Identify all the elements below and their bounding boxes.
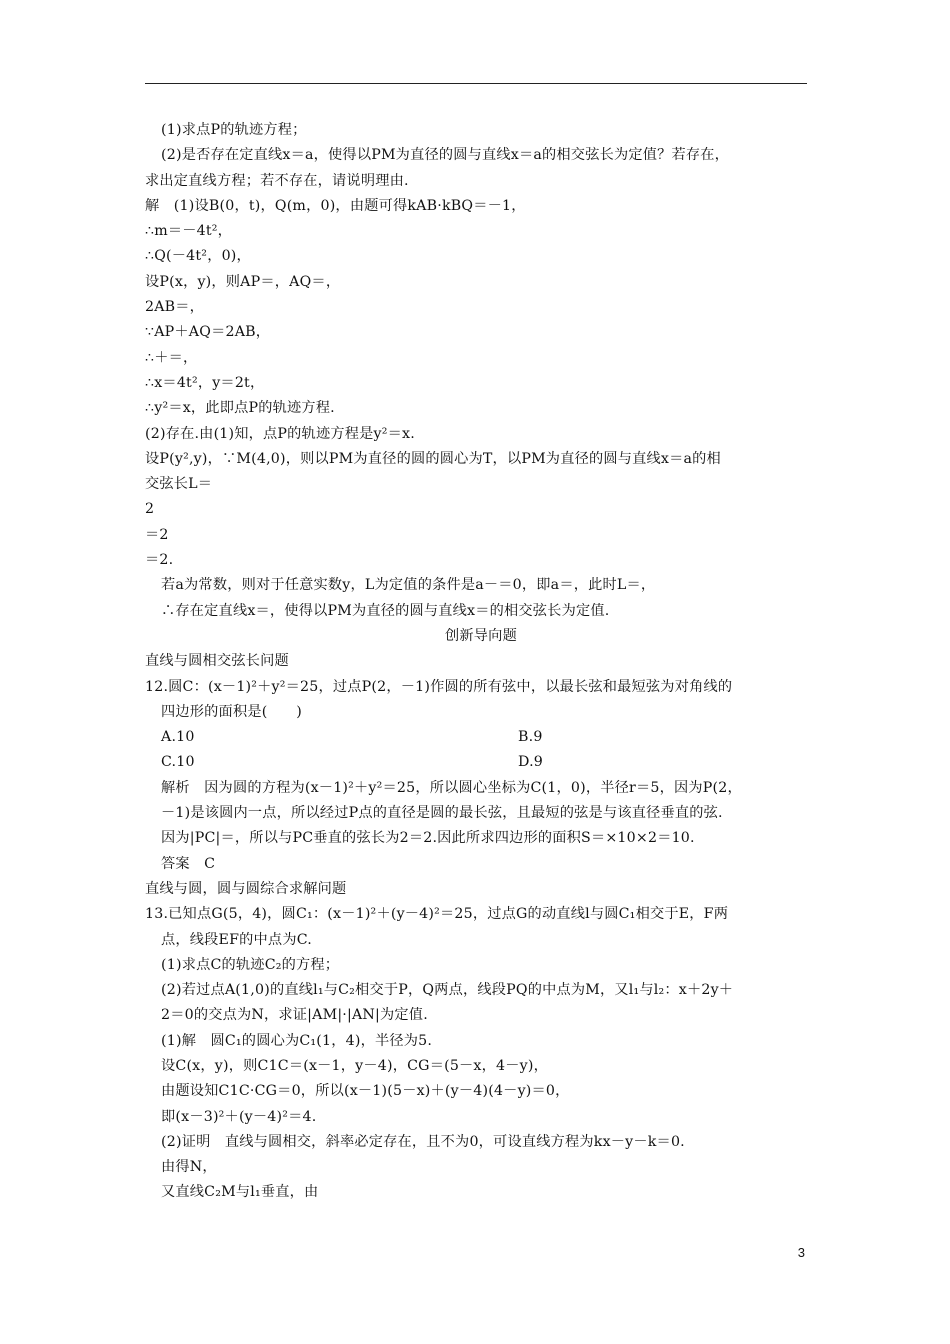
text-line: ∴y²＝x，此即点P的轨迹方程. xyxy=(145,400,335,417)
question-12-stem: 四边形的面积是( ) xyxy=(161,703,302,720)
question-13-line: (1)解 圆C₁的圆心为C₁(1，4)，半径为5. xyxy=(161,1032,433,1049)
question-13-line: 由题设知C1C·CG＝0，所以(x－1)(5－x)＋(y－4)(4－y)＝0， xyxy=(161,1083,570,1100)
text-line: ∴Q(－4t²，0)， xyxy=(145,248,251,265)
analysis-line: 因为|PC|＝，所以与PC垂直的弦长为2＝2.因此所求四边形的面积S＝×10×2＝10. xyxy=(161,830,695,847)
document-body xyxy=(145,118,817,1206)
text-line: ＝2 xyxy=(145,526,169,543)
question-13-line: 13.已知点G(5，4)，圆C₁：(x－1)²＋(y－4)²＝25，过点G的动直线l与圆C₁相交于E，F两 xyxy=(145,906,729,923)
options-row xyxy=(145,725,817,750)
text-line: 交弦长L＝ xyxy=(145,476,213,493)
text-line: 2AB＝， xyxy=(145,299,205,316)
option-d: D.9 xyxy=(518,754,544,771)
text-line: ＝2. xyxy=(145,552,174,569)
section-title: 创新导向题 xyxy=(445,627,517,644)
solution-label-line: 解 (1)设B(0，t)，Q(m，0)，由题可得kAB·kBQ＝－1， xyxy=(145,197,526,214)
topic-heading: 直线与圆，圆与圆综合求解问题 xyxy=(145,880,347,897)
header-rule xyxy=(145,83,807,84)
text-line: (2)是否存在定直线x＝a，使得以PM为直径的圆与直线x＝a的相交弦长为定值？若存在， xyxy=(161,147,730,164)
analysis-line: 解析 因为圆的方程为(x－1)²＋y²＝25，所以圆心坐标为C(1，0)，半径r＝5，因为P(2， xyxy=(161,779,742,796)
page-number: 3 xyxy=(797,1245,805,1260)
text-line: (1)求点P的轨迹方程； xyxy=(161,122,307,138)
question-13-line: 又直线C₂M与l₁垂直，由 xyxy=(161,1184,319,1201)
question-13-line: 2＝0的交点为N，求证|AM|·|AN|为定值. xyxy=(161,1007,428,1024)
text-line: ∴存在定直线x＝，使得以PM为直径的圆与直线x＝的相交弦长为定值. xyxy=(161,602,610,619)
option-c: C.10 xyxy=(161,754,195,771)
text-line: ∴＋＝， xyxy=(145,349,198,366)
text-line: 设P(x，y)，则AP＝，AQ＝， xyxy=(145,273,341,290)
text-line: 求出定直线方程；若不存在，请说明理由. xyxy=(145,172,409,189)
question-13-line: (1)求点C的轨迹C₂的方程； xyxy=(161,956,340,973)
text-line: ∴x＝4t²，y＝2t， xyxy=(145,374,265,391)
topic-heading: 直线与圆相交弦长问题 xyxy=(145,653,289,670)
text-line: 2 xyxy=(145,501,155,518)
text-line: ∵AP＋AQ＝2AB， xyxy=(145,324,271,341)
answer-line: 答案 C xyxy=(161,855,216,872)
question-13-line: 点，线段EF的中点为C. xyxy=(161,931,312,948)
option-a: A.10 xyxy=(161,729,195,746)
question-13-line: 由得N， xyxy=(161,1159,217,1176)
question-13-line: 即(x－3)²＋(y－4)²＝4. xyxy=(161,1108,317,1125)
text-line: 若a为常数，则对于任意实数y，L为定值的条件是a－＝0，即a＝，此时L＝， xyxy=(161,577,656,594)
question-13-line: (2)证明 直线与圆相交，斜率必定存在，且不为0，可设直线方程为kx－y－k＝0. xyxy=(161,1133,685,1150)
question-13-line: 设C(x，y)，则C1C＝(x－1，y－4)，CG＝(5－x，4－y)， xyxy=(161,1057,548,1074)
option-b: B.9 xyxy=(518,729,543,746)
text-line: (2)存在.由(1)知，点P的轨迹方程是y²＝x. xyxy=(145,425,415,442)
analysis-line: －1)是该圆内一点，所以经过P点的直径是圆的最长弦，且最短的弦是与该直径垂直的弦. xyxy=(161,805,723,822)
text-line: ∴m＝－4t²， xyxy=(145,223,233,240)
question-13-line: (2)若过点A(1,0)的直线l₁与C₂相交于P，Q两点，线段PQ的中点为M，又l₁与l₂：x＋2y＋ xyxy=(161,982,734,999)
question-12-stem: 12.圆C：(x－1)²＋y²＝25，过点P(2，－1)作圆的所有弦中，以最长弦和最短弦为对角线的 xyxy=(145,678,733,695)
options-row xyxy=(145,750,817,775)
text-line: 设P(y²,y)，∵M(4,0)，则以PM为直径的圆的圆心为T，以PM为直径的圆与直线x＝a的相 xyxy=(145,450,721,467)
